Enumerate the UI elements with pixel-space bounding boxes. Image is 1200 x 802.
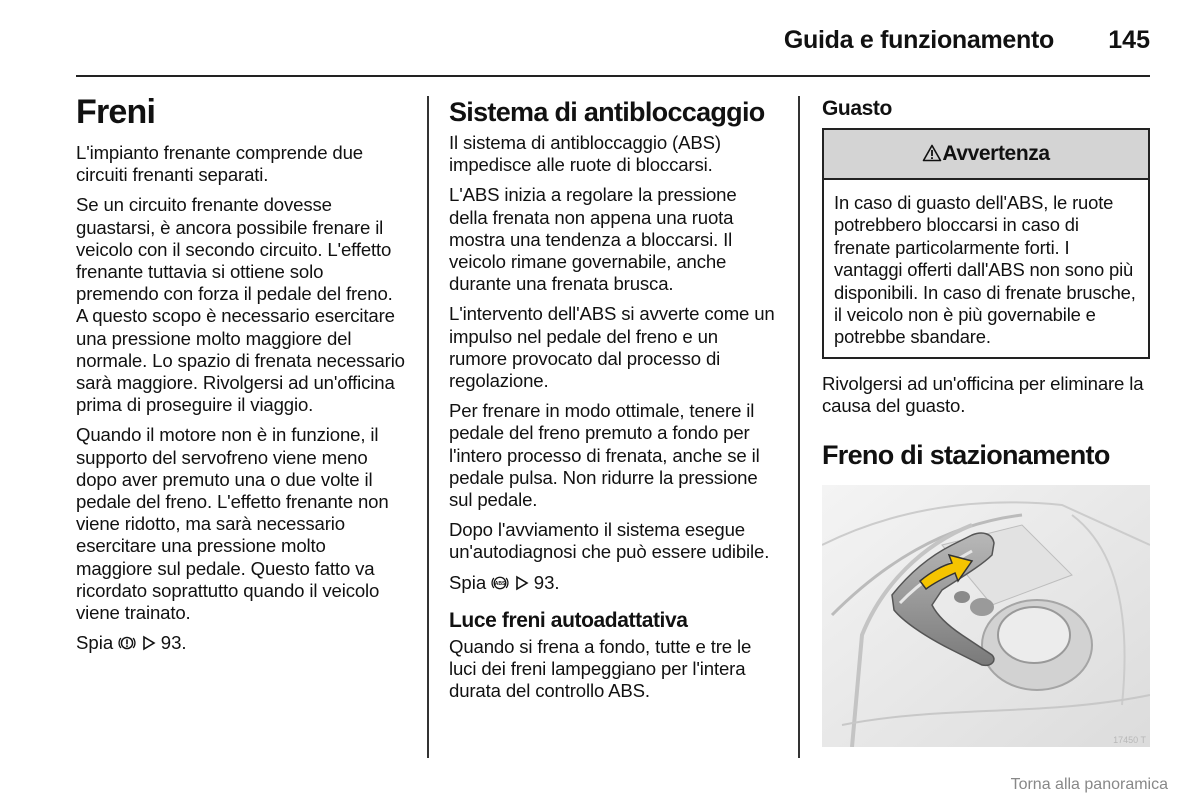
parking-brake-drawing (822, 485, 1150, 747)
abs-paragraph: L'ABS inizia a regolare la pressione della frenata non appena una ruota mostra una tendenza a bloccarsi. Il veicolo rimane governabile, anche durante una frenata brusca. (449, 184, 737, 295)
page-reference-arrow-icon[interactable] (142, 634, 156, 652)
section-title: Guida e funzionamento (783, 26, 1054, 54)
brake-warning-icon (118, 634, 136, 652)
warning-text: In caso di guasto dell'ABS, le ruote potrebbero bloccarsi in caso di frenate particolarmente forti. I vantaggi offerti dall'ABS non sono più disponibili. In caso di frenate brusche, il veicolo non è più governabile e potrebbe sbandare. (834, 192, 1136, 348)
abs-paragraph: Dopo l'avviamento il sistema esegue un'autodiagnosi che può essere udibile. (449, 519, 770, 563)
spia-label: Spia (449, 571, 487, 593)
column-divider-1 (427, 96, 429, 758)
spia-page-link[interactable]: 93. (160, 632, 187, 654)
svg-text:ABS: ABS (495, 580, 506, 587)
parking-brake-heading: Freno di stazionamento (822, 440, 1110, 471)
warning-box (822, 128, 1150, 359)
abs-paragraph: Il sistema di antibloccaggio (ABS) impedisce alle ruote di bloccarsi. (449, 132, 721, 176)
adaptive-brake-light-paragraph: Quando si frena a fondo, tutte e tre le luci dei freni lampeggiano per l'intera durata del controllo ABS. (449, 635, 752, 702)
abs-warning-icon (491, 574, 509, 592)
spia-label: Spia (76, 632, 114, 654)
header-rule (76, 75, 1150, 77)
spia-reference (449, 572, 779, 594)
adaptive-brake-light-heading: Luce freni autoadattativa (449, 608, 688, 632)
freni-paragraph: L'impianto frenante comprende due circuiti frenanti separati. (76, 142, 363, 186)
abs-paragraph: L'intervento dell'ABS si avverte come un impulso nel pedale del freno e un rumore provocato dal processo di regolazione. (449, 303, 775, 392)
figure-label: 17450 T (1113, 735, 1146, 746)
warning-triangle-icon (922, 144, 942, 162)
freni-paragraph: Quando il motore non è in funzione, il supporto del servofreno viene meno dopo aver premuto una o due volte il pedale del freno. L'effetto frenante non viene ridotto, ma sarà necessario esercitare una pressione molto maggiore sul pedale. Questo fatto va ricordato soprattutto quando il veicolo viene trainato. (76, 424, 389, 624)
column-divider-2 (798, 96, 800, 758)
column-abs (449, 92, 779, 710)
spia-reference (76, 632, 406, 654)
column-guasto (822, 92, 1150, 747)
column-freni (76, 92, 406, 654)
page-number: 145 (1108, 26, 1150, 54)
spia-page-link[interactable]: 93. (533, 571, 560, 593)
abs-heading: Sistema di antibloccaggio (449, 97, 765, 127)
warning-title: Avvertenza (942, 142, 1050, 165)
abs-paragraph: Per frenare in modo ottimale, tenere il pedale del freno premuto a fondo per l'intero processo di frenata, anche se il pedale pulsa. Non ridurre la pressione sul pedale. (449, 400, 760, 511)
page-header (76, 26, 1150, 52)
parking-brake-illustration (822, 485, 1150, 747)
back-to-overview-link[interactable]: Torna alla panoramica (1010, 776, 1168, 793)
page-reference-arrow-icon[interactable] (515, 574, 529, 592)
freni-paragraph: Se un circuito frenante dovesse guastarsi, è ancora possibile frenare il veicolo con il secondo circuito. L'effetto frenante tuttavia si ottiene solo premendo con forza il pedale del freno. A questo scopo è necessario esercitare una pressione molto maggiore del normale. Lo spazio di frenata necessario sarà maggiore. Rivolgersi ad un'officina prima di proseguire il viaggio. (76, 194, 405, 416)
warning-header (824, 130, 1148, 180)
guasto-heading: Guasto (822, 97, 892, 120)
guasto-paragraph: Rivolgersi ad un'officina per eliminare la causa del guasto. (822, 372, 1144, 417)
freni-heading: Freni (76, 93, 156, 131)
